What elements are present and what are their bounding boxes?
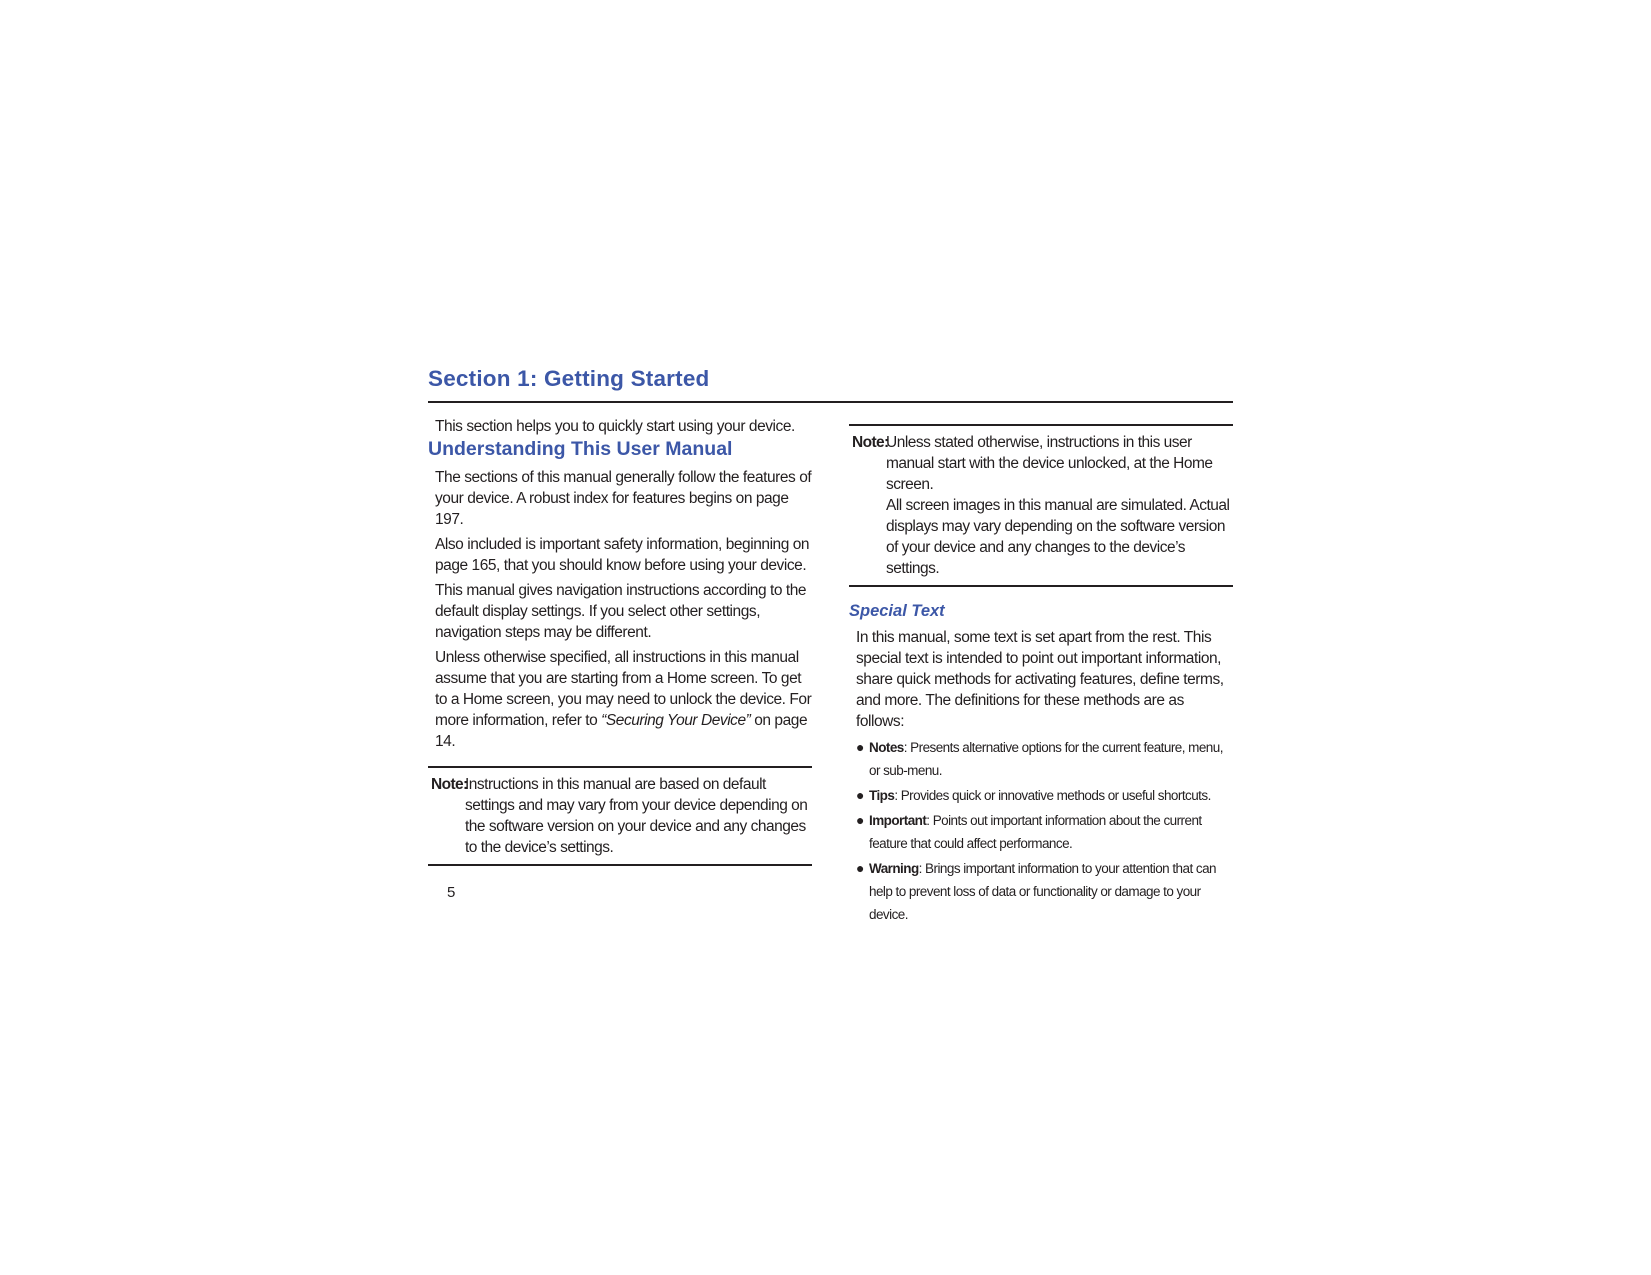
understanding-paragraph-1: The sections of this manual generally follow the features of your device. A robust index for features begins on page 197. xyxy=(435,469,812,528)
bullet-icon: ● xyxy=(856,812,864,828)
note-box-right xyxy=(849,424,1233,587)
list-item-term: Important xyxy=(869,813,927,828)
list-item xyxy=(856,736,1233,782)
list-item-term: Notes xyxy=(869,740,904,755)
special-text-intro: In this manual, some text is set apart from the rest. This special text is intended to point out important information, share quick methods for activating features, define terms, and more. The definitions for these methods are as follows: xyxy=(856,629,1224,730)
list-item-desc: : Presents alternative options for the current feature, menu, or sub-menu. xyxy=(869,740,1223,778)
list-item xyxy=(856,809,1233,855)
cross-reference-link[interactable]: “Securing Your Device” xyxy=(601,712,751,729)
special-text-heading: Special Text xyxy=(849,602,945,620)
understanding-paragraph-3: This manual gives navigation instructions according to the default display settings. If you select other settings, navigation steps may be different. xyxy=(435,582,807,641)
paragraph-4-text: Unless otherwise specified, all instructions in this manual assume that you are starting from a Home screen. To get to a Home screen, you may need to unlock the device. For more information, refer to xyxy=(435,649,812,729)
right-column xyxy=(849,424,1233,928)
list-item xyxy=(856,784,1233,807)
list-item-desc: : Points out important information about the current feature that could affect performance. xyxy=(869,813,1202,851)
understanding-paragraph-4 xyxy=(428,647,812,752)
section-title: Section 1: Getting Started xyxy=(428,366,710,391)
intro-paragraph: This section helps you to quickly start using your device. xyxy=(435,418,795,435)
understanding-heading: Understanding This User Manual xyxy=(428,438,733,460)
note-label: Note: xyxy=(852,434,889,451)
list-item-term: Warning xyxy=(869,861,919,876)
list-item-term: Tips xyxy=(869,788,895,803)
list-item xyxy=(856,857,1233,926)
page-number: 5 xyxy=(447,884,456,901)
note-label: Note: xyxy=(431,776,468,793)
understanding-paragraph-2: Also included is important safety information, beginning on page 165, that you should know before using your device. xyxy=(435,536,810,574)
paragraph-4-page-ref: on page 14. xyxy=(435,712,808,750)
note-box-left xyxy=(428,766,812,866)
bullet-icon: ● xyxy=(856,787,864,803)
section-divider xyxy=(428,401,1233,403)
note-text-line-1: Unless stated otherwise, instructions in this user manual start with the device unlocked, at the Home screen. xyxy=(886,434,1213,493)
list-item-desc: : Brings important information to your attention that can help to prevent loss of data or functionality or damage to your device. xyxy=(869,861,1216,922)
special-text-list xyxy=(849,736,1233,926)
left-column xyxy=(428,416,812,866)
list-item-desc: : Provides quick or innovative methods or useful shortcuts. xyxy=(894,788,1211,803)
note-text xyxy=(886,432,1233,579)
bullet-icon: ● xyxy=(856,739,864,755)
note-text: Instructions in this manual are based on default settings and may vary from your device depending on the software version on your device and any changes to the device’s settings. xyxy=(465,776,808,856)
note-text-line-2: All screen images in this manual are simulated. Actual displays may vary depending on the software version of your device and any changes to the device’s settings. xyxy=(886,497,1230,577)
bullet-icon: ● xyxy=(856,860,864,876)
